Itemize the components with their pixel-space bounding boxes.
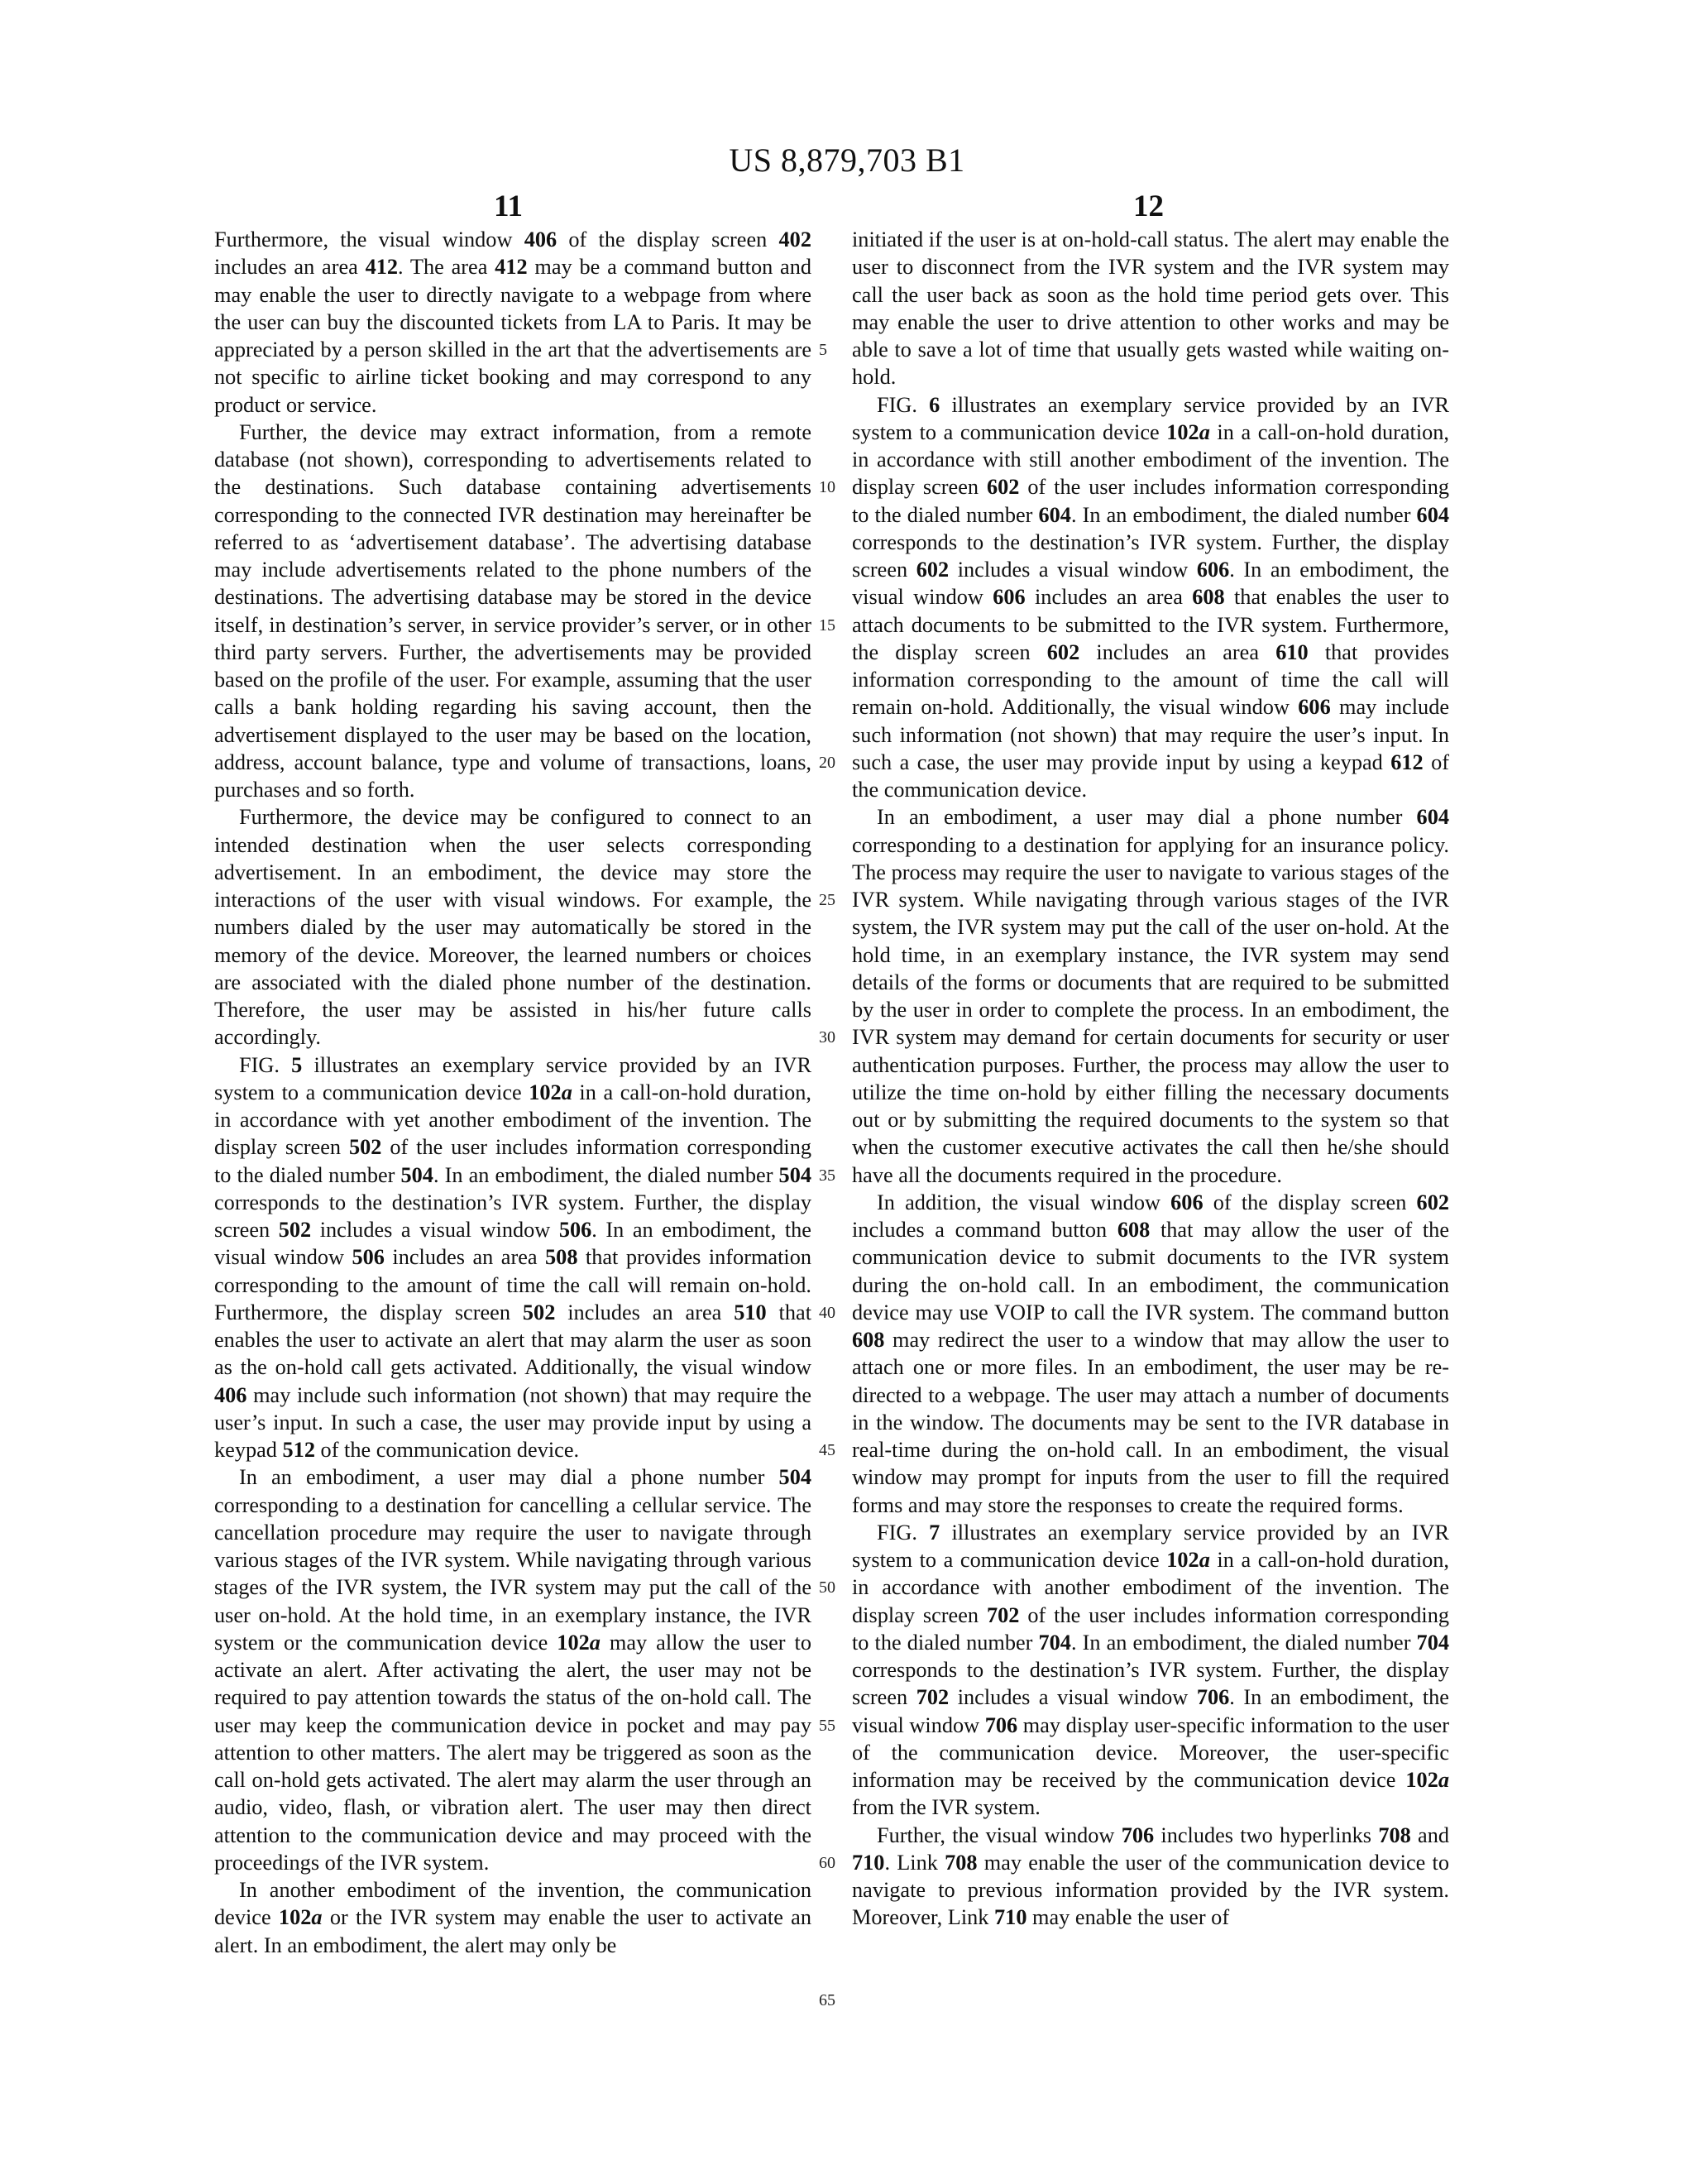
line-number: 30 — [819, 1028, 835, 1047]
paragraph: FIG. 7 illustrates an exemplary service provided by an IVR system to a communication device 102a in a call-on-hold duration, in accordance with another embodiment of the invention. The display screen 702 of the user includes information corresponding to the dialed number 704. In an embodiment, the dialed number 704 corresponds to the destination’s IVR system. Further, the display screen 702 includes a visual window 706. In an embodiment, the visual window 706 may display user-specific information to the user of the communication device. Moreover, the user-specific information may be received by the communication device 102a from the IVR system. — [852, 1520, 1450, 1820]
paragraph: In an embodiment, a user may dial a phone number 504 corresponding to a destination for cancelling a cellular service. The cancellation procedure may require the user to navigate through various stages of the IVR system. While navigating through various stages of the IVR system, the IVR system may put the call of the user on-hold. At the hold time, in an exemplary instance, the IVR system or the communication device 102a may allow the user to activate an alert. After activating the alert, the user may not be required to pay attention towards the status of the on-hold call. The user may keep the communication device in pocket and may pay attention to other matters. The alert may be triggered as soon as the call on-hold gets activated. The alert may alarm the user through an audio, video, flash, or vibration alert. The user may then direct attention to the communication device and may proceed with the proceedings of the IVR system. — [214, 1465, 812, 1875]
paragraph: Further, the device may extract information, from a remote database (not shown), corresponding to advertisements related to the destinations. Such database containing advertisements corresponding to the connected IVR destination may hereinafter be referred to as ‘advertisement database’. The advertising database may include advertisements related to the phone numbers of the destinations. The advertising database may be stored in the device itself, in destination’s server, in service provider’s server, or in other third party servers. Further, the advertisements may be provided based on the profile of the user. For example, assuming that the user calls a bank holding regarding his saving account, then the advertisement displayed to the user may be based on the location, address, account balance, type and volume of transactions, loans, purchases and so forth. — [214, 419, 811, 802]
line-number: 20 — [819, 753, 835, 772]
line-number: 50 — [819, 1578, 835, 1597]
line-number: 35 — [819, 1166, 835, 1185]
line-number: 10 — [819, 478, 835, 497]
line-number: 5 — [819, 341, 827, 359]
right-column-text — [852, 226, 1449, 1932]
paragraph: FIG. 6 illustrates an exemplary service provided by an IVR system to a communication device 102a in a call-on-hold duration, in accordance with still another embodiment of the invention. The display screen 602 of the user includes information corresponding to the dialed number 604. In an embodiment, the dialed number 604 corresponds to the destination’s IVR system. Further, the display screen 602 includes a visual window 606. In an embodiment, the visual window 606 includes an area 608 that enables the user to attach documents to be submitted to the IVR system. Furthermore, the display screen 602 includes an area 610 that provides information corresponding to the amount of time the call will remain on-hold. Additionally, the visual window 606 may include such information (not shown) that may require the user’s input. In such a case, the user may provide input by using a keypad 612 of the communication device. — [852, 392, 1450, 802]
right-column-number: 12 — [1133, 189, 1164, 223]
paragraph: In another embodiment of the invention, the communication device 102a or the IVR system may enable the user to activate an alert. In an embodiment, the alert may only be — [214, 1878, 811, 1957]
line-number: 40 — [819, 1303, 835, 1322]
line-number: 25 — [819, 891, 835, 909]
paragraph: Further, the visual window 706 includes two hyperlinks 708 and 710. Link 708 may enable the user of the communication device to navigate to previous information provided by the IVR system. Moreover, Link 710 may enable the user of — [852, 1822, 1450, 1930]
left-column-number: 11 — [494, 189, 523, 223]
line-number: 45 — [819, 1441, 835, 1459]
paragraph: Furthermore, the visual window 406 of the display screen 402 includes an area 412. The area 412 may be a command button and may enable the user to directly navigate to a webpage from where the user can buy the discounted tickets from LA to Paris. It may be appreciated by a person skilled in the art that the advertisements are not specific to airline ticket booking and may correspond to any product or service. — [214, 228, 811, 417]
patent-number: US 8,879,703 B1 — [729, 141, 965, 179]
paragraph: initiated if the user is at on-hold-call status. The alert may enable the user to disconnect from the IVR system and the IVR system may call the user back as soon as the hold time period gets over. This may enable the user to drive attention to other works and may be able to save a lot of time that usually gets wasted while waiting on-hold. — [852, 228, 1449, 390]
line-number: 15 — [819, 615, 835, 635]
line-number: 55 — [819, 1716, 835, 1735]
paragraph: In an embodiment, a user may dial a phone number 604 corresponding to a destination for applying for an insurance policy. The process may require the user to navigate to various stages of the IVR system. While navigating through various stages of the IVR system, the IVR system may put the call of the user on-hold. At the hold time, in an exemplary instance, the IVR system may send details of the forms or documents that are required to be submitted by the user in order to complete the process. In an embodiment, the IVR system may demand for certain documents for security or user authentication purposes. Further, the process may allow the user to utilize the time on-hold by either filling the necessary documents out or by submitting the required documents to the system so that when the customer executive activates the call then he/she should have all the documents required in the procedure. — [852, 805, 1449, 1187]
paragraph: Furthermore, the device may be configured to connect to an intended destination when the user selects corresponding advertisement. In an embodiment, the device may store the interactions of the user with visual windows. For example, the numbers dialed by the user may automatically be stored in the memory of the device. Moreover, the learned numbers or choices are associated with the dialed phone number of the destination. Therefore, the user may be assisted in his/her future calls accordingly. — [214, 805, 811, 1050]
paragraph: FIG. 5 illustrates an exemplary service provided by an IVR system to a communication device 102a in a call-on-hold duration, in accordance with yet another embodiment of the invention. The display screen 502 of the user includes information corresponding to the dialed number 504. In an embodiment, the dialed number 504 corresponds to the destination’s IVR system. Further, the display screen 502 includes a visual window 506. In an embodiment, the visual window 506 includes an area 508 that provides information corresponding to the amount of time the call will remain on-hold. Furthermore, the display screen 502 includes an area 510 that enables the user to activate an alert that may alarm the user as soon as the on-hold call gets activated. Additionally, the visual window 406 may include such information (not shown) that may require the user’s input. In such a case, the user may provide input by using a keypad 512 of the communication device. — [214, 1052, 812, 1462]
left-column-text — [214, 226, 811, 1959]
line-number: 60 — [819, 1853, 835, 1872]
line-number: 65 — [819, 1991, 835, 2009]
paragraph: In addition, the visual window 606 of the display screen 602 includes a command button 608 that may allow the user of the communication device to submit documents to the IVR system during the on-hold call. In an embodiment, the communication device may use VOIP to call the IVR system. The command button 608 may redirect the user to a window that may allow the user to attach one or more files. In an embodiment, the user may be re-directed to a webpage. The user may attach a number of documents in the window. The documents may be sent to the IVR database in real-time during the on-hold call. In an embodiment, the visual window may prompt for inputs from the user to fill the required forms and may store the responses to create the required forms. — [852, 1190, 1449, 1517]
